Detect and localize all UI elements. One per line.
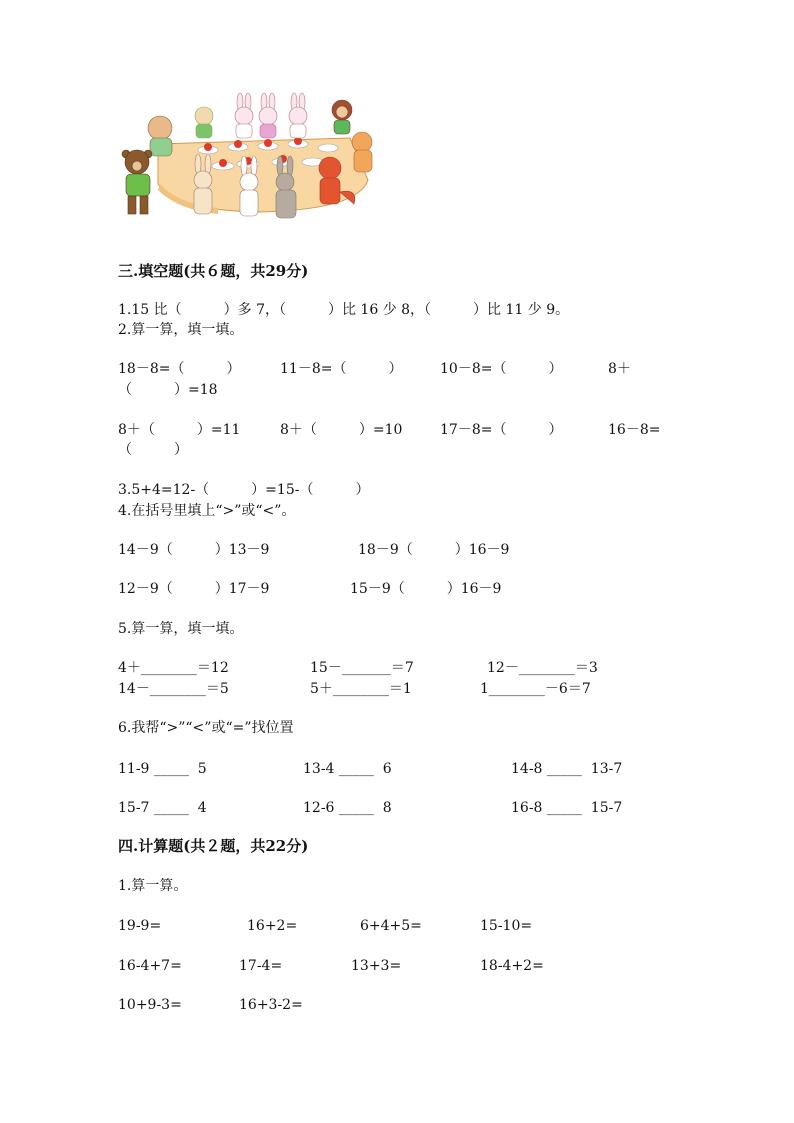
equation: （ ）=18 — [118, 382, 218, 398]
comparison: 18－9（ ）16－9 — [358, 542, 510, 558]
question-title: 1.算一算。 — [118, 878, 188, 894]
equation: 10+9-3= — [118, 997, 182, 1013]
bear — [122, 150, 152, 214]
animals-party-illustration — [118, 92, 386, 224]
comparison: 15-7 _____ 4 — [118, 800, 207, 816]
question-title: 6.我帮“>”“<”或“=”找位置 — [118, 720, 294, 736]
comparison: 14－9（ ）13－9 — [118, 542, 270, 558]
apple — [234, 140, 242, 148]
equation: 4＋________＝12 — [118, 660, 229, 676]
comparison: 12－9（ ）17－9 — [118, 581, 270, 597]
equation: （ ） — [118, 442, 188, 458]
equation: 8＋（ ）=11 — [118, 422, 241, 438]
rabbit — [235, 93, 253, 138]
apple — [204, 143, 212, 151]
question-title: 4.在括号里填上“>”或“<”。 — [118, 503, 296, 519]
equation: 8＋（ ）=10 — [280, 422, 403, 438]
equation: 5＋________＝1 — [310, 681, 412, 697]
plate — [318, 144, 338, 152]
equation: 11－8=（ ） — [280, 361, 403, 377]
question-text: 1.15 比（ ）多 7，（ ）比 16 少 8，（ ）比 11 少 9。 — [118, 302, 570, 318]
equation: 17－8=（ ） — [440, 422, 563, 438]
comparison: 16-8 _____ 15-7 — [511, 800, 623, 816]
cat — [352, 132, 372, 172]
comparison: 11-9 _____ 5 — [118, 761, 207, 777]
equation: 17-4= — [239, 958, 283, 974]
rabbit — [259, 93, 277, 138]
pig — [148, 116, 172, 156]
equation: 8＋ — [608, 361, 631, 377]
question-title: 2.算一算，填一填。 — [118, 322, 244, 338]
comparison: 13-4 _____ 6 — [303, 761, 392, 777]
apple — [264, 139, 272, 147]
rabbit — [289, 93, 307, 138]
question-title: 5.算一算，填一填。 — [118, 621, 244, 637]
section-heading: 四.计算题(共２题，共22分) — [118, 837, 309, 855]
comparison: 14-8 _____ 13-7 — [511, 761, 623, 777]
equation: 16-4+7= — [118, 958, 182, 974]
equation: 18－8=（ ） — [118, 361, 241, 377]
equation: 16+3-2= — [239, 997, 303, 1013]
equation: 15-10= — [480, 918, 533, 934]
equation: 18-4+2= — [480, 958, 544, 974]
equation: 15－_______＝7 — [310, 660, 414, 676]
dog — [195, 107, 213, 138]
question-text: 3.5+4=12-（ ）=15-（ ） — [118, 482, 370, 498]
equation: 1________－6＝7 — [480, 681, 591, 697]
monkey — [332, 100, 352, 134]
equation: 16－8= — [608, 422, 661, 438]
equation: 10－8=（ ） — [440, 361, 563, 377]
section-heading: 三.填空题(共６题，共29分) — [118, 262, 309, 280]
equation: 14－________＝5 — [118, 681, 229, 697]
apple — [219, 159, 227, 167]
equation: 19-9= — [118, 918, 162, 934]
comparison: 15－9（ ）16－9 — [350, 581, 502, 597]
equation: 6+4+5= — [360, 918, 422, 934]
comparison: 12-6 _____ 8 — [303, 800, 392, 816]
equation: 12－________＝3 — [487, 660, 598, 676]
equation: 13+3= — [351, 958, 402, 974]
equation: 16+2= — [247, 918, 298, 934]
